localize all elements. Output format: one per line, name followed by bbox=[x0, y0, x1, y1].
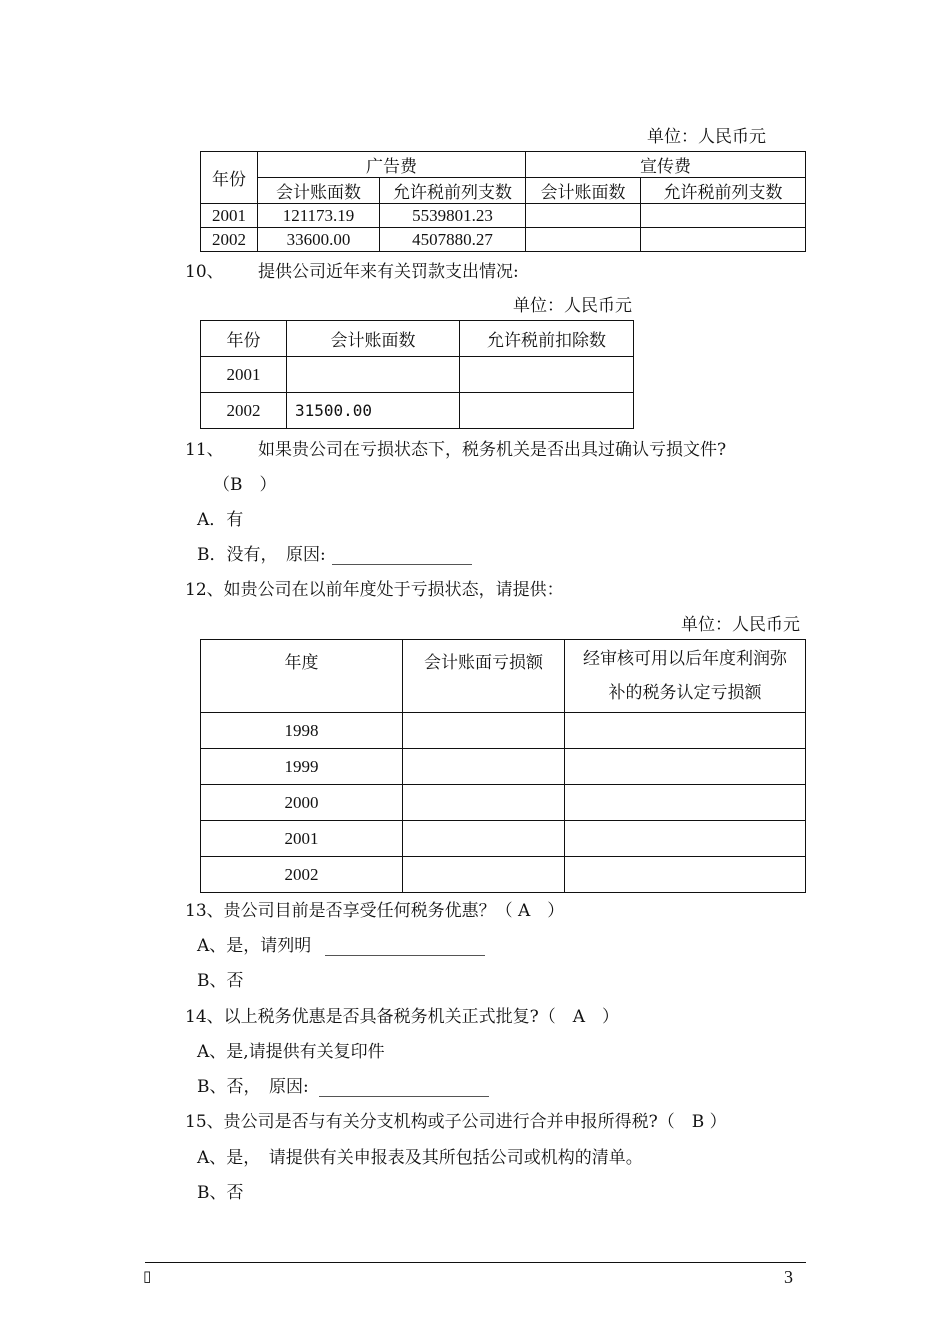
q13-list-field[interactable] bbox=[325, 937, 485, 956]
q14-text: 14、以上税务优惠是否具备税务机关正式批复?（ A ） bbox=[185, 1007, 620, 1027]
cell-promo-allowed bbox=[641, 228, 806, 252]
cell-tax-loss bbox=[565, 857, 806, 893]
header-book: 会计账面数 bbox=[287, 321, 460, 357]
q15-text: 15、贵公司是否与有关分支机构或子公司进行合并申报所得税?（ B ） bbox=[185, 1112, 727, 1132]
cell-tax-loss bbox=[565, 713, 806, 749]
cell-deductible bbox=[460, 393, 634, 429]
table-row bbox=[201, 393, 634, 429]
cell-tax-loss bbox=[565, 821, 806, 857]
header-promo-allowed: 允许税前列支数 bbox=[641, 178, 806, 204]
cell-book bbox=[287, 357, 460, 393]
table-row bbox=[201, 204, 806, 228]
q13-text: 13、贵公司目前是否享受任何税务优惠？（ A ） bbox=[185, 901, 565, 921]
q10-unit: 单位：人民币元 bbox=[513, 296, 632, 316]
table-row bbox=[201, 821, 806, 857]
page-number: 3 bbox=[784, 1267, 793, 1287]
q11-option-b: B．没有， 原因: bbox=[197, 545, 326, 565]
q15-option-b: B、否 bbox=[197, 1183, 244, 1203]
q11-option-b-row bbox=[197, 545, 472, 565]
q14-option-a: A、是,请提供有关复印件 bbox=[197, 1042, 385, 1062]
cell-year: 2001 bbox=[201, 821, 403, 857]
q11-answer: （B ） bbox=[213, 475, 277, 495]
header-tax-loss: 经审核可用以后年度利润弥补的税务认定亏损额 bbox=[565, 640, 806, 713]
cell-ad-book: 33600.00 bbox=[258, 228, 380, 252]
header-ad: 广告费 bbox=[258, 152, 526, 178]
q14-option-b: B、否， 原因: bbox=[197, 1077, 309, 1097]
q11-reason-field[interactable] bbox=[332, 546, 472, 565]
cell-year: 1999 bbox=[201, 749, 403, 785]
q10-text: 提供公司近年来有关罚款支出情况: bbox=[258, 262, 519, 282]
cell-tax-loss bbox=[565, 785, 806, 821]
header-ad-book: 会计账面数 bbox=[258, 178, 380, 204]
header-deductible: 允许税前扣除数 bbox=[460, 321, 634, 357]
table-row bbox=[201, 357, 634, 393]
header-promo-book: 会计账面数 bbox=[526, 178, 641, 204]
q15-option-a: A、是， 请提供有关申报表及其所包括公司或机构的清单。 bbox=[197, 1148, 643, 1168]
header-book-loss: 会计账面亏损额 bbox=[403, 640, 565, 713]
q13-option-b: B、否 bbox=[197, 971, 244, 991]
cell-year: 2002 bbox=[201, 857, 403, 893]
expense-table bbox=[200, 151, 806, 252]
cell-ad-allowed: 5539801.23 bbox=[380, 204, 526, 228]
table-row bbox=[201, 785, 806, 821]
cell-book-loss bbox=[403, 749, 565, 785]
table-row bbox=[201, 713, 806, 749]
cell-ad-allowed: 4507880.27 bbox=[380, 228, 526, 252]
cell-book-loss bbox=[403, 713, 565, 749]
header-year: 年度 bbox=[201, 640, 403, 713]
fines-table bbox=[200, 320, 634, 429]
cell-book-loss bbox=[403, 785, 565, 821]
table-row bbox=[201, 228, 806, 252]
q13-option-a: A、是，请列明 bbox=[197, 936, 312, 956]
cell-book-loss bbox=[403, 821, 565, 857]
table-row bbox=[201, 749, 806, 785]
footer-mark: ▯ bbox=[143, 1267, 152, 1285]
cell-deductible bbox=[460, 357, 634, 393]
table1-unit: 单位：人民币元 bbox=[647, 127, 766, 147]
cell-year: 2000 bbox=[201, 785, 403, 821]
loss-table bbox=[200, 639, 806, 893]
q14-option-b-row bbox=[197, 1077, 489, 1097]
cell-year: 1998 bbox=[201, 713, 403, 749]
q13-option-a-row bbox=[197, 936, 485, 956]
cell-year: 2002 bbox=[201, 228, 258, 252]
header-ad-allowed: 允许税前列支数 bbox=[380, 178, 526, 204]
cell-year: 2001 bbox=[201, 357, 287, 393]
table-row bbox=[201, 857, 806, 893]
q11-text: 如果贵公司在亏损状态下，税务机关是否出具过确认亏损文件? bbox=[258, 440, 727, 460]
q12-text: 12、如贵公司在以前年度处于亏损状态，请提供： bbox=[185, 580, 564, 600]
cell-promo-book bbox=[526, 204, 641, 228]
cell-year: 2001 bbox=[201, 204, 258, 228]
footer-divider bbox=[145, 1262, 806, 1263]
cell-book-loss bbox=[403, 857, 565, 893]
cell-tax-loss bbox=[565, 749, 806, 785]
cell-promo-allowed bbox=[641, 204, 806, 228]
header-year: 年份 bbox=[201, 321, 287, 357]
q10-number: 10、 bbox=[185, 262, 224, 282]
cell-year: 2002 bbox=[201, 393, 287, 429]
q11-option-a: A．有 bbox=[197, 510, 244, 530]
header-year: 年份 bbox=[201, 152, 258, 204]
header-promo: 宣传费 bbox=[526, 152, 806, 178]
q14-reason-field[interactable] bbox=[319, 1078, 489, 1097]
q12-unit: 单位：人民币元 bbox=[681, 615, 800, 635]
cell-book: 31500.00 bbox=[287, 393, 460, 429]
q11-number: 11、 bbox=[185, 440, 224, 460]
cell-ad-book: 121173.19 bbox=[258, 204, 380, 228]
cell-promo-book bbox=[526, 228, 641, 252]
